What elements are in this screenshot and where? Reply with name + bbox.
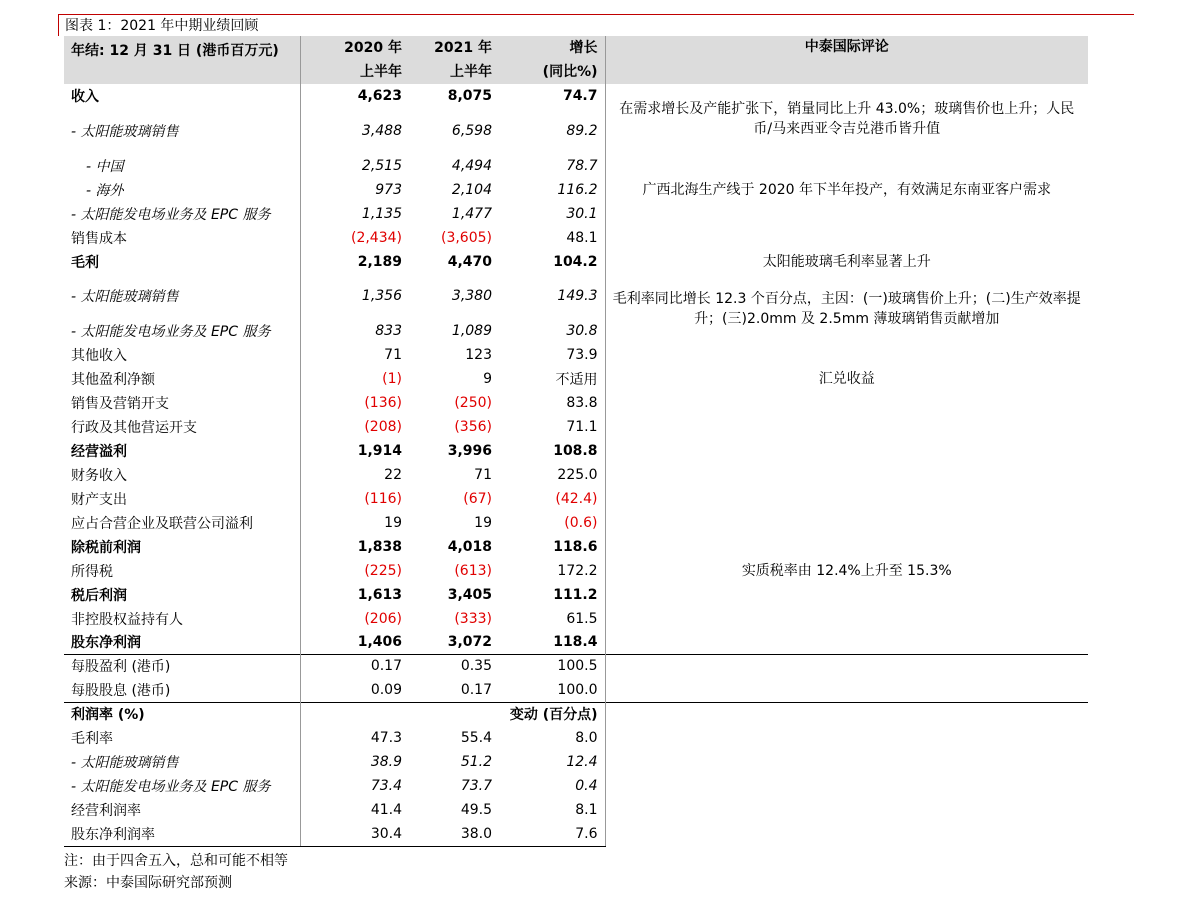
value-growth: 78.7 [499, 154, 605, 178]
table-row [64, 178, 1088, 202]
value-growth: (42.4) [499, 487, 605, 511]
table-row [64, 274, 1088, 318]
value-2020h1: 1,613 [357, 587, 402, 603]
value-2021h1: (356) [454, 419, 492, 435]
row-label: 财产支出 [64, 487, 300, 511]
header-comment: 中泰国际评论 [605, 36, 1088, 84]
row-label: 每股股息 (港币) [64, 678, 300, 702]
value-2021h1: 55.4 [460, 730, 492, 746]
row-label: - 太阳能发电场业务及 EPC 服务 [64, 202, 300, 226]
value-growth: 116.2 [499, 178, 605, 202]
interim-results-table [64, 36, 1088, 847]
value-2021h1: 4,494 [451, 158, 492, 174]
value-2021h1: 3,072 [447, 634, 492, 651]
header-col-growth-line2: (同比%) [542, 64, 598, 80]
table-row [64, 702, 1088, 726]
value-2020h1: (206) [364, 611, 402, 627]
comment-cell: 广西北海生产线于 2020 年下半年投产，有效满足东南亚客户需求 [642, 182, 1052, 198]
value-2020h1: 2,515 [361, 158, 402, 174]
value-growth: 225.0 [499, 463, 605, 487]
value-2020h1: 973 [375, 182, 402, 198]
value-2021h1: 1,477 [451, 206, 492, 222]
row-label: 股东净利润 [64, 631, 300, 654]
value-2021h1: (67) [463, 491, 492, 507]
row-label: 所得税 [64, 559, 300, 583]
header-col-2020h1-line1: 2020 年 [344, 40, 402, 56]
row-label: 行政及其他营运开支 [64, 415, 300, 439]
value-2021h1: 3,996 [447, 443, 492, 459]
value-2020h1: 2,189 [357, 254, 402, 270]
value-2021h1: 6,598 [451, 123, 492, 139]
value-2021h1 [409, 702, 499, 726]
value-2021h1: 3,380 [451, 288, 492, 304]
comment-cell [605, 154, 1088, 178]
value-growth: 74.7 [499, 84, 605, 108]
row-label: 应占合营企业及联营公司溢利 [64, 511, 300, 535]
value-growth: 48.1 [499, 226, 605, 250]
value-growth: 104.2 [499, 250, 605, 274]
header-col-growth-line1: 增长 [569, 40, 598, 56]
table-row [64, 250, 1088, 274]
value-2020h1: 73.4 [370, 778, 402, 794]
value-2020h1: 41.4 [370, 802, 402, 818]
value-2020h1: 3,488 [361, 123, 402, 139]
row-label: 销售及营销开支 [64, 391, 300, 415]
comment-cell: 太阳能玻璃毛利率显著上升 [762, 254, 931, 270]
value-2020h1: 19 [384, 515, 402, 531]
table-row [64, 202, 1088, 226]
header-col-2021h1-line2: 上半年 [450, 64, 492, 80]
value-growth: 172.2 [499, 559, 605, 583]
value-2021h1: 0.17 [460, 681, 492, 698]
row-label: 财务收入 [64, 463, 300, 487]
value-2020h1: 1,135 [361, 206, 402, 222]
value-2020h1: (2,434) [350, 230, 402, 246]
value-growth: 111.2 [499, 583, 605, 607]
value-2021h1: 123 [465, 347, 492, 363]
footnotes [64, 850, 288, 894]
value-2020h1: (208) [364, 419, 402, 435]
value-2020h1: 1,356 [361, 288, 402, 304]
table-row [64, 343, 1088, 367]
row-label: - 太阳能玻璃销售 [64, 274, 300, 318]
value-growth: 0.4 [499, 774, 605, 798]
value-2021h1: (3,605) [440, 230, 492, 246]
row-label: 收入 [64, 84, 300, 108]
value-growth: 30.1 [499, 202, 605, 226]
header-item: 年结: 12 月 31 日 (港币百万元) [64, 36, 300, 84]
value-2021h1: 3,405 [447, 587, 492, 603]
comment-cell [605, 702, 1088, 846]
value-2020h1: 38.9 [370, 754, 402, 770]
value-2020h1: 1,914 [357, 443, 402, 459]
header-col-2020h1-line2: 上半年 [360, 64, 402, 80]
value-growth: 8.0 [499, 726, 605, 750]
comment-cell: 汇兑收益 [818, 371, 875, 387]
value-2020h1: 30.4 [300, 822, 409, 846]
header-col-growth [499, 36, 605, 84]
value-2021h1: 38.0 [409, 822, 499, 846]
value-2020h1: 1,406 [357, 634, 402, 651]
row-label: 毛利率 [64, 726, 300, 750]
value-2021h1: 4,018 [447, 539, 492, 555]
row-label: 经营溢利 [64, 439, 300, 463]
row-label: 经营利润率 [64, 798, 300, 822]
value-growth: 89.2 [499, 108, 605, 154]
table-row [64, 583, 1088, 607]
value-growth: 71.1 [499, 415, 605, 439]
value-2020h1: 833 [375, 322, 402, 339]
header-col-2021h1 [409, 36, 499, 84]
table-row [64, 559, 1088, 583]
comment-cell [605, 226, 1088, 250]
value-2021h1: 73.7 [460, 778, 492, 794]
comment-cell: 毛利率同比增长 12.3 个百分点，主因：(一)玻璃售价上升；(二)生产效率提升；(三)2.0mm 及 2.5mm 薄玻璃销售贡献增加 [612, 290, 1081, 327]
header-col-2020h1 [300, 36, 409, 84]
row-label: 税后利润 [64, 583, 300, 607]
row-label: 其他盈利净额 [64, 367, 300, 391]
value-growth: 118.4 [499, 631, 605, 654]
row-label: 非控股权益持有人 [64, 607, 300, 631]
footnote-rounding: 注：由于四舍五入，总和可能不相等 [64, 853, 288, 869]
value-growth: 118.6 [499, 535, 605, 559]
row-label: 利润率 (%) [64, 702, 300, 726]
value-2020h1: (136) [364, 395, 402, 411]
value-2021h1: (333) [454, 611, 492, 627]
value-2021h1: 1,089 [451, 322, 492, 339]
value-2020h1: 1,838 [357, 539, 402, 555]
comment-cell [605, 343, 1088, 367]
comment-cell [605, 202, 1088, 226]
table-header-row [64, 36, 1088, 84]
table-row [64, 154, 1088, 178]
row-label: - 太阳能玻璃销售 [64, 750, 300, 774]
value-2020h1: 47.3 [370, 730, 402, 746]
value-2021h1: 51.2 [460, 754, 492, 770]
value-growth: 30.8 [499, 318, 605, 343]
table-row [64, 84, 1088, 108]
comment-cell [605, 391, 1088, 559]
row-label: 毛利 [64, 250, 300, 274]
value-growth: 8.1 [499, 798, 605, 822]
row-label: - 太阳能玻璃销售 [64, 108, 300, 154]
table-row [64, 367, 1088, 391]
figure-title: 图表 1：2021 年中期业绩回顾 [58, 14, 1134, 36]
value-growth: 12.4 [499, 750, 605, 774]
value-2020h1: 4,623 [357, 88, 402, 104]
table-row [64, 654, 1088, 678]
footnote-source: 来源：中泰国际研究部预测 [64, 875, 232, 891]
value-growth: 149.3 [499, 274, 605, 318]
comment-cell [605, 654, 1088, 702]
value-2021h1: 8,075 [447, 88, 492, 104]
value-2021h1: 4,470 [447, 254, 492, 270]
value-2020h1: (1) [382, 371, 402, 387]
value-growth: 100.0 [499, 678, 605, 702]
value-growth: 73.9 [499, 343, 605, 367]
value-2021h1: (613) [454, 563, 492, 579]
value-growth: 100.5 [499, 654, 605, 678]
value-2021h1: 19 [474, 515, 492, 531]
row-label: - 太阳能发电场业务及 EPC 服务 [64, 318, 300, 343]
row-label: - 海外 [64, 178, 300, 202]
row-label: - 中国 [64, 154, 300, 178]
value-2020h1: (116) [364, 491, 402, 507]
value-growth: 61.5 [499, 607, 605, 631]
value-2020h1: 71 [384, 347, 402, 363]
value-2021h1: 0.35 [409, 654, 499, 678]
value-2021h1: 2,104 [451, 182, 492, 198]
row-label: - 太阳能发电场业务及 EPC 服务 [64, 774, 300, 798]
comment-cell: 实质税率由 12.4%上升至 15.3% [741, 563, 952, 579]
value-2020h1: 0.17 [300, 654, 409, 678]
table-row [64, 391, 1088, 415]
row-label: 除税前利润 [64, 535, 300, 559]
value-growth: 变动 (百分点) [499, 702, 605, 726]
value-growth: 108.8 [499, 439, 605, 463]
value-growth: (0.6) [499, 511, 605, 535]
value-2021h1: (250) [454, 395, 492, 411]
row-label: 其他收入 [64, 343, 300, 367]
row-label: 每股盈利 (港币) [64, 654, 300, 678]
value-growth: 7.6 [499, 822, 605, 846]
comment-cell: 在需求增长及产能扩张下，销量同比上升 43.0%；玻璃售价也上升；人民币/马来西亚令吉兑港币皆升值 [619, 101, 1075, 137]
value-growth: 不适用 [499, 367, 605, 391]
value-2020h1: (225) [364, 563, 402, 579]
value-2021h1: 49.5 [460, 802, 492, 818]
value-2020h1: 0.09 [370, 681, 402, 698]
comment-cell [605, 583, 1088, 654]
value-2020h1 [300, 702, 409, 726]
value-2021h1: 9 [483, 371, 492, 387]
table-row [64, 226, 1088, 250]
value-growth: 83.8 [499, 391, 605, 415]
row-label: 股东净利润率 [64, 822, 300, 846]
header-col-2021h1-line1: 2021 年 [434, 40, 492, 56]
value-2020h1: 22 [384, 467, 402, 483]
value-2021h1: 71 [474, 467, 492, 483]
row-label: 销售成本 [64, 226, 300, 250]
